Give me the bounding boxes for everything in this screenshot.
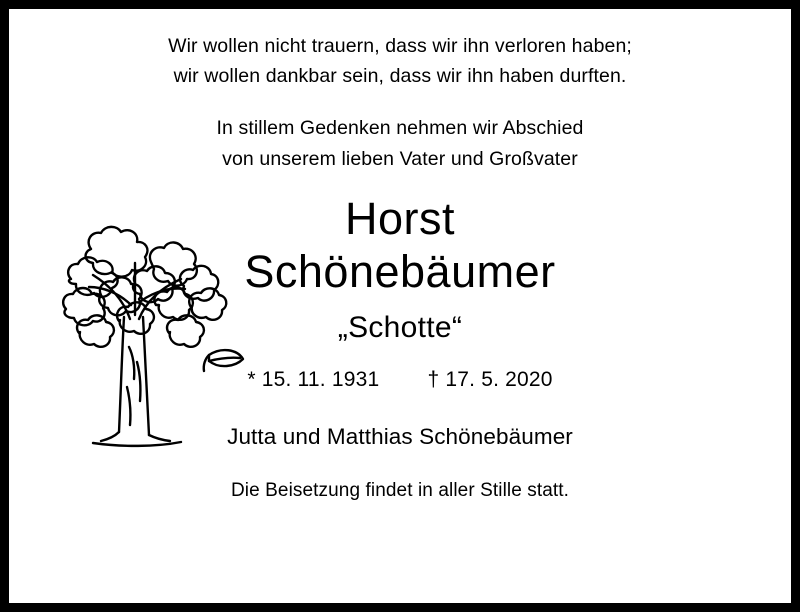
verse-line-1: Wir wollen nicht trauern, dass wir ihn verloren haben; bbox=[168, 35, 632, 57]
death-date: † 17. 5. 2020 bbox=[427, 368, 553, 392]
surviving-family: Jutta und Matthias Schönebäumer bbox=[227, 424, 573, 450]
intro-text bbox=[37, 113, 763, 173]
memorial-verse bbox=[37, 31, 763, 91]
deceased-first-name: Horst bbox=[344, 192, 455, 244]
deceased-last-name: Schönebäumer bbox=[244, 245, 556, 297]
tree-icon bbox=[31, 187, 246, 462]
deceased-nickname: „Schotte“ bbox=[337, 311, 463, 345]
verse-line-2: wir wollen dankbar sein, dass wir ihn haben durften. bbox=[173, 65, 627, 88]
intro-line-2: von unserem lieben Vater und Großvater bbox=[222, 147, 578, 170]
birth-date: * 15. 11. 1931 bbox=[247, 368, 380, 392]
intro-line-1: In stillem Gedenken nehmen wir Abschied bbox=[216, 117, 584, 140]
funeral-note: Die Beisetzung findet in aller Stille statt. bbox=[230, 480, 570, 502]
